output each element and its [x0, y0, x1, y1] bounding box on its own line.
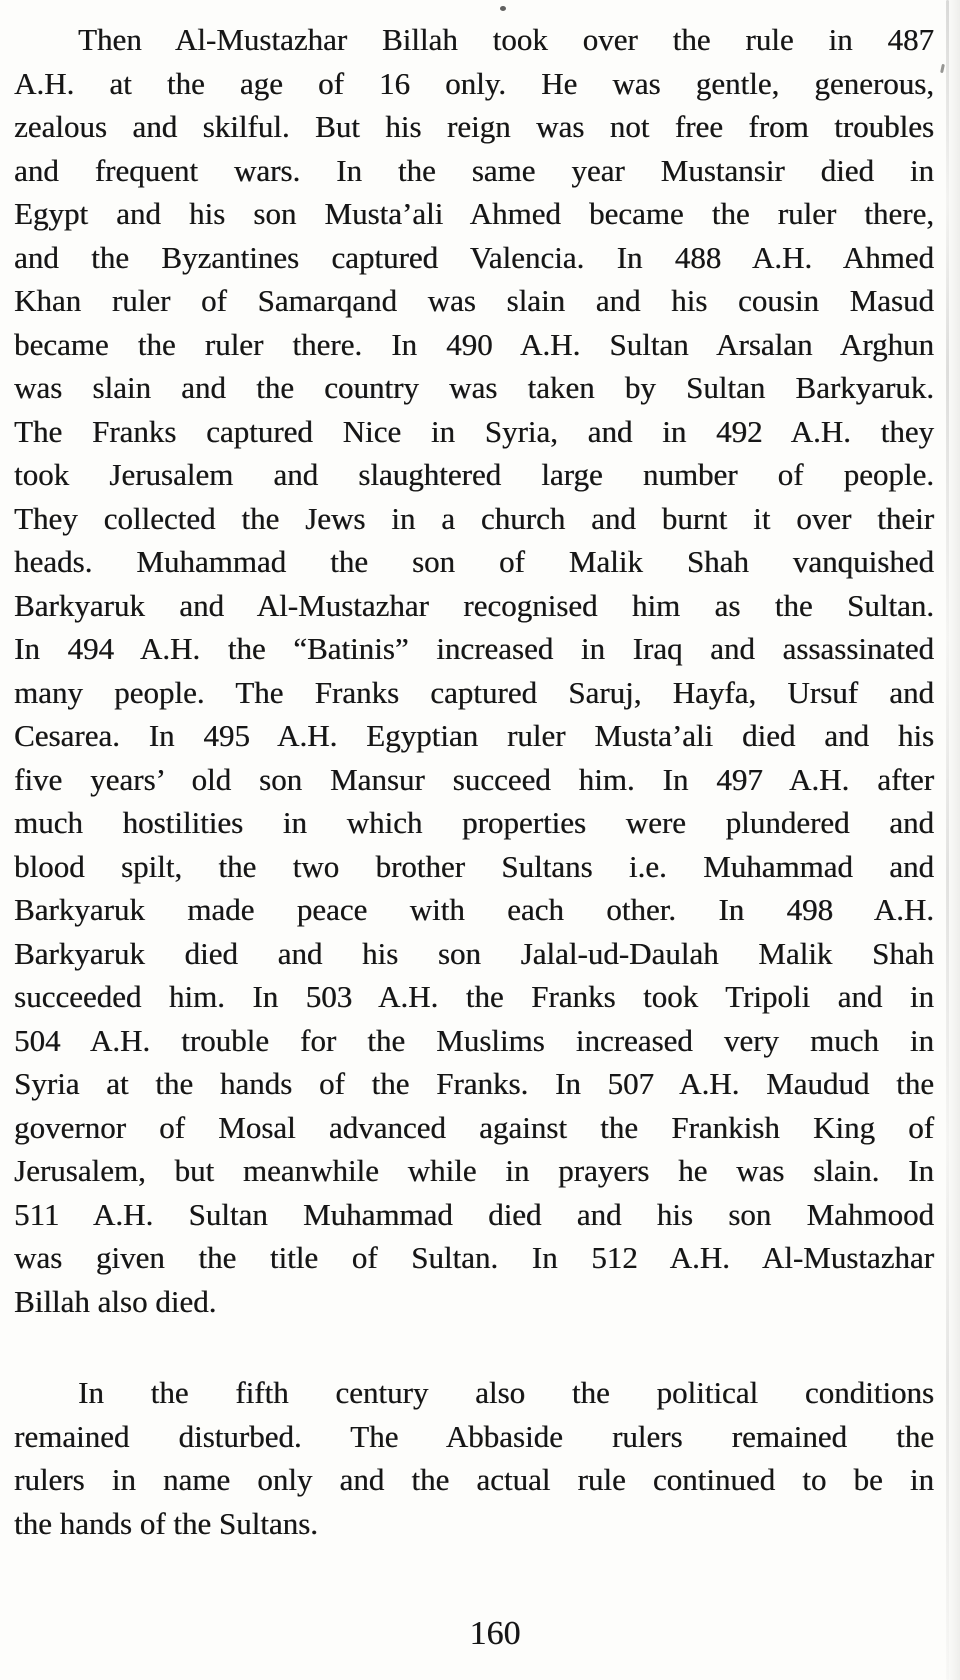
text-line: Billah also died.	[14, 1283, 217, 1319]
text-line: rulers in name only and the actual rule continued to be in	[14, 1462, 934, 1497]
text-line: was slain and the country was taken by Sultan Barkyaruk.	[14, 370, 934, 405]
text-line: zealous and skilful. But his reign was not free from troubles	[14, 109, 934, 144]
text-line: 511 A.H. Sultan Muhammad died and his son Mahmood	[14, 1196, 934, 1232]
text-line: Khan ruler of Samarqand was slain and his cousin Masud	[14, 283, 934, 318]
text-line: blood spilt, the two brother Sultans i.e. Muhammad and	[14, 848, 934, 884]
paragraph-history-al-mustazhar	[14, 18, 934, 1323]
text-line: remained disturbed. The Abbaside rulers remained the	[14, 1418, 934, 1454]
text-line: governor of Mosal advanced against the Frankish King of	[14, 1109, 934, 1145]
scan-edge-shadow	[946, 0, 960, 1680]
text-line: heads. Muhammad the son of Malik Shah vanquished	[14, 544, 934, 579]
text-line: Barkyaruk died and his son Jalal-ud-Daulah Malik Shah	[14, 935, 934, 971]
text-line: In 494 A.H. the “Batinis” increased in Iraq and assassinated	[14, 631, 934, 666]
text-line: Jerusalem, but meanwhile while in prayers he was slain. In	[14, 1153, 934, 1188]
text-line: many people. The Franks captured Saruj, Hayfa, Ursuf and	[14, 674, 934, 710]
text-line: The Franks captured Nice in Syria, and in 492 A.H. they	[14, 413, 934, 449]
body-text	[14, 18, 934, 1545]
paragraph-fifth-century-summary	[14, 1371, 934, 1545]
text-line: was given the title of Sultan. In 512 A.H. Al-Mustazhar	[14, 1240, 934, 1275]
text-line: They collected the Jews in a church and burnt it over their	[14, 500, 934, 536]
scan-speck-artifact-right	[940, 64, 945, 73]
text-line: Barkyaruk and Al-Mustazhar recognised him as the Sultan.	[14, 587, 934, 623]
text-line: In the fifth century also the political conditions	[78, 1375, 934, 1410]
text-line: and frequent wars. In the same year Mustansir died in	[14, 152, 934, 188]
text-line: much hostilities in which properties were plundered and	[14, 805, 934, 840]
text-line: Barkyaruk made peace with each other. In 498 A.H.	[14, 892, 934, 927]
text-line: succeeded him. In 503 A.H. the Franks took Tripoli and in	[14, 979, 934, 1014]
text-line: became the ruler there. In 490 A.H. Sultan Arsalan Arghun	[14, 326, 934, 362]
text-line: 504 A.H. trouble for the Muslims increased very much in	[14, 1022, 934, 1058]
text-line: and the Byzantines captured Valencia. In 488 A.H. Ahmed	[14, 239, 934, 275]
text-line: Cesarea. In 495 A.H. Egyptian ruler Musta’ali died and his	[14, 718, 934, 753]
scan-speck-artifact	[500, 6, 506, 11]
text-line: Syria at the hands of the Franks. In 507 A.H. Maudud the	[14, 1066, 934, 1101]
text-line: A.H. at the age of 16 only. He was gentle, generous,	[14, 65, 934, 101]
text-line: Then Al-Mustazhar Billah took over the rule in 487	[78, 22, 934, 57]
text-line: Egypt and his son Musta’ali Ahmed became the ruler there,	[14, 196, 934, 231]
text-line: the hands of the Sultans.	[14, 1505, 318, 1541]
text-line: five years’ old son Mansur succeed him. In 497 A.H. after	[14, 761, 934, 797]
page-number: 160	[469, 1615, 521, 1652]
text-line: took Jerusalem and slaughtered large number of people.	[14, 457, 934, 492]
